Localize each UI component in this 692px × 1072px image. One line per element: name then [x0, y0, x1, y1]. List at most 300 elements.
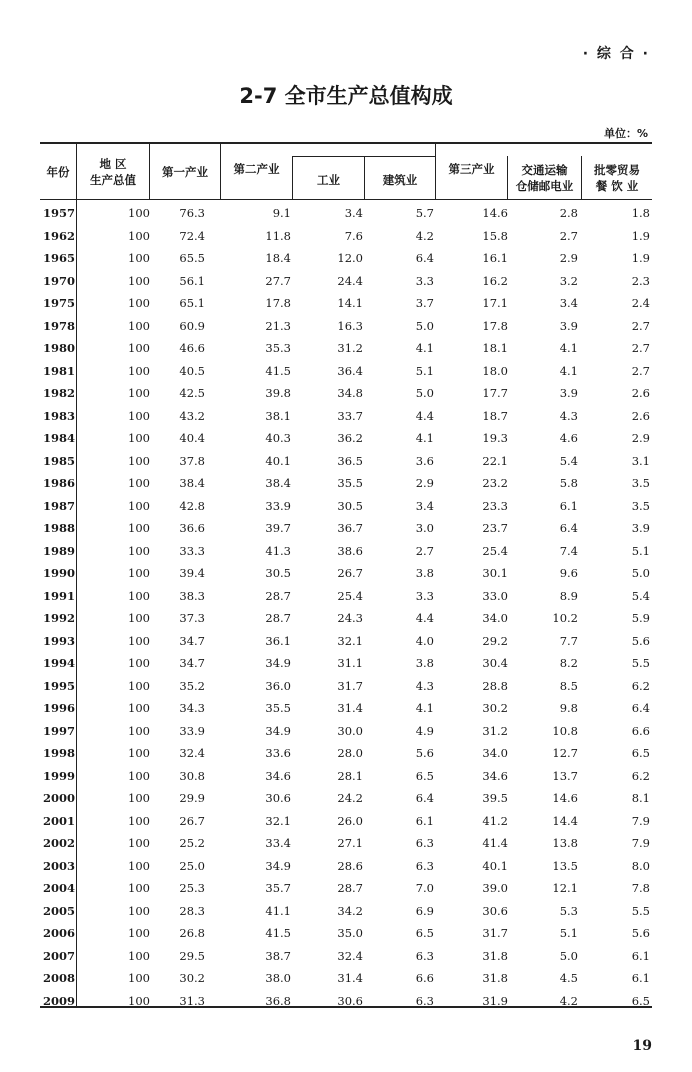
construction-cell: 6.3 — [415, 836, 434, 850]
industry-cell: 36.7 — [337, 521, 363, 535]
trade-cell: 7.9 — [631, 836, 650, 850]
primary-cell: 56.1 — [179, 273, 205, 288]
gdp-cell: 100 — [128, 588, 150, 603]
table-row — [0, 900, 692, 923]
year-cell: 1981 — [43, 363, 76, 378]
tertiary-cell: 16.1 — [482, 251, 508, 265]
secondary-cell: 35.5 — [265, 701, 291, 715]
table-row — [0, 585, 692, 608]
table-row — [0, 742, 692, 765]
tertiary-cell: 17.1 — [482, 296, 508, 310]
primary-cell: 32.4 — [179, 746, 205, 760]
construction-cell: 5.0 — [415, 318, 434, 333]
trade-cell: 6.1 — [631, 948, 650, 963]
gdp-cell: 100 — [128, 386, 150, 400]
secondary-cell: 11.8 — [265, 228, 291, 243]
header-gdp-line2: 生产总值 — [90, 173, 136, 187]
construction-cell: 3.4 — [415, 498, 434, 513]
industry-cell: 24.4 — [337, 273, 363, 288]
gdp-cell: 100 — [128, 813, 150, 828]
secondary-cell: 34.9 — [265, 723, 291, 738]
trade-cell: 6.1 — [631, 971, 650, 985]
trade-cell: 5.9 — [631, 611, 650, 625]
transport-cell: 8.9 — [559, 588, 578, 603]
tertiary-cell: 15.8 — [482, 228, 508, 243]
construction-cell: 4.0 — [415, 633, 434, 648]
secondary-cell: 32.1 — [265, 813, 291, 828]
gdp-cell: 100 — [128, 701, 150, 715]
trade-cell: 3.9 — [631, 521, 650, 535]
table-row — [0, 652, 692, 675]
transport-cell: 4.1 — [559, 341, 578, 355]
table-row — [0, 945, 692, 968]
trade-cell: 5.5 — [631, 656, 650, 670]
primary-cell: 40.5 — [179, 363, 205, 378]
secondary-cell: 36.1 — [265, 633, 291, 648]
industry-cell: 24.2 — [337, 791, 363, 805]
secondary-cell: 41.5 — [265, 363, 291, 378]
table-row — [0, 315, 692, 338]
transport-cell: 8.5 — [559, 678, 578, 693]
transport-cell: 2.7 — [559, 228, 578, 243]
trade-cell: 6.6 — [631, 723, 650, 738]
transport-cell: 4.5 — [559, 971, 578, 985]
transport-cell: 6.1 — [559, 498, 578, 513]
year-cell: 1984 — [43, 431, 76, 445]
gdp-cell: 100 — [128, 768, 150, 783]
tertiary-cell: 18.7 — [482, 408, 508, 423]
tertiary-cell: 34.0 — [482, 746, 508, 760]
gdp-cell: 100 — [128, 881, 150, 895]
trade-cell: 1.9 — [631, 251, 650, 265]
year-cell: 2006 — [43, 926, 76, 940]
table-top-rule — [40, 142, 652, 144]
table-row — [0, 787, 692, 810]
year-cell: 1988 — [43, 521, 76, 535]
transport-cell: 6.4 — [559, 521, 578, 535]
secondary-cell: 28.7 — [265, 588, 291, 603]
construction-cell: 3.3 — [415, 588, 434, 603]
construction-cell: 4.9 — [415, 723, 434, 738]
industry-cell: 24.3 — [337, 611, 363, 625]
gdp-cell: 100 — [128, 566, 150, 580]
tertiary-cell: 39.0 — [482, 881, 508, 895]
tertiary-cell: 28.8 — [482, 678, 508, 693]
trade-cell: 5.1 — [631, 543, 650, 558]
year-cell: 1994 — [43, 656, 76, 670]
transport-cell: 2.9 — [559, 251, 578, 265]
table-row — [0, 562, 692, 585]
industry-cell: 31.2 — [337, 341, 363, 355]
page-number: 19 — [632, 1038, 652, 1054]
industry-cell: 3.4 — [344, 206, 363, 220]
gdp-cell: 100 — [128, 476, 150, 490]
secondary-cell: 41.1 — [265, 903, 291, 918]
gdp-cell: 100 — [128, 971, 150, 985]
secondary-cell: 39.8 — [265, 386, 291, 400]
trade-cell: 6.5 — [631, 746, 650, 760]
primary-cell: 38.4 — [179, 476, 205, 490]
trade-cell: 6.4 — [631, 701, 650, 715]
industry-cell: 12.0 — [337, 251, 363, 265]
tertiary-cell: 22.1 — [482, 453, 508, 468]
construction-cell: 4.3 — [415, 678, 434, 693]
construction-cell: 5.6 — [415, 746, 434, 760]
construction-cell: 3.0 — [415, 521, 434, 535]
industry-cell: 25.4 — [337, 588, 363, 603]
tertiary-cell: 29.2 — [482, 633, 508, 648]
table-row — [0, 765, 692, 788]
secondary-cell: 40.1 — [265, 453, 291, 468]
tertiary-cell: 23.7 — [482, 521, 508, 535]
tertiary-cell: 19.3 — [482, 431, 508, 445]
gdp-cell: 100 — [128, 746, 150, 760]
industry-cell: 26.7 — [337, 566, 363, 580]
construction-cell: 3.7 — [415, 296, 434, 310]
industry-cell: 31.7 — [337, 678, 363, 693]
primary-cell: 34.7 — [179, 633, 205, 648]
trade-cell: 7.8 — [631, 881, 650, 895]
industry-cell: 16.3 — [337, 318, 363, 333]
transport-cell: 7.7 — [559, 633, 578, 648]
transport-cell: 14.4 — [552, 813, 578, 828]
construction-cell: 6.9 — [415, 903, 434, 918]
table-row — [0, 720, 692, 743]
year-cell: 1965 — [43, 251, 76, 265]
construction-cell: 4.2 — [415, 228, 434, 243]
primary-cell: 60.9 — [179, 318, 205, 333]
secondary-cell: 17.8 — [265, 296, 291, 310]
construction-cell: 6.4 — [415, 791, 434, 805]
trade-cell: 5.6 — [631, 926, 650, 940]
header-gdp-line1: 地 区 — [99, 157, 127, 171]
transport-cell: 5.4 — [559, 453, 578, 468]
header-construction: 建筑业 — [382, 173, 418, 187]
secondary-cell: 40.3 — [265, 431, 291, 445]
year-cell: 2007 — [43, 948, 76, 963]
secondary-cell: 39.7 — [265, 521, 291, 535]
gdp-cell: 100 — [128, 228, 150, 243]
table-row — [0, 382, 692, 405]
secondary-cell: 28.7 — [265, 611, 291, 625]
secondary-cell: 35.3 — [265, 341, 291, 355]
industry-cell: 28.6 — [337, 858, 363, 873]
gdp-cell: 100 — [128, 498, 150, 513]
industry-cell: 31.1 — [337, 656, 363, 670]
primary-cell: 31.3 — [179, 993, 205, 1008]
primary-cell: 26.7 — [179, 813, 205, 828]
industry-cell: 7.6 — [344, 228, 363, 243]
trade-cell: 8.0 — [631, 858, 650, 873]
secondary-cell: 35.7 — [265, 881, 291, 895]
year-cell: 2004 — [43, 881, 76, 895]
primary-cell: 42.8 — [179, 498, 205, 513]
tertiary-cell: 31.2 — [482, 723, 508, 738]
primary-cell: 29.9 — [179, 791, 205, 805]
tertiary-cell: 23.3 — [482, 498, 508, 513]
table-row — [0, 855, 692, 878]
primary-cell: 28.3 — [179, 903, 205, 918]
transport-cell: 4.2 — [559, 993, 578, 1008]
transport-cell: 4.1 — [559, 363, 578, 378]
gdp-cell: 100 — [128, 363, 150, 378]
secondary-cell: 41.3 — [265, 543, 291, 558]
table-row — [0, 607, 692, 630]
gdp-cell: 100 — [128, 543, 150, 558]
secondary-cell: 34.9 — [265, 656, 291, 670]
table-row — [0, 202, 692, 225]
construction-cell: 6.5 — [415, 926, 434, 940]
gdp-cell: 100 — [128, 296, 150, 310]
transport-cell: 3.2 — [559, 273, 578, 288]
header-industry: 工业 — [317, 173, 340, 187]
transport-cell: 4.6 — [559, 431, 578, 445]
construction-cell: 3.8 — [415, 566, 434, 580]
secondary-cell: 33.9 — [265, 498, 291, 513]
table-row — [0, 247, 692, 270]
transport-cell: 8.2 — [559, 656, 578, 670]
primary-cell: 46.6 — [179, 341, 205, 355]
primary-cell: 39.4 — [179, 566, 205, 580]
construction-cell: 3.3 — [415, 273, 434, 288]
year-cell: 1997 — [43, 723, 76, 738]
construction-cell: 6.3 — [415, 948, 434, 963]
industry-cell: 27.1 — [337, 836, 363, 850]
industry-cell: 38.6 — [337, 543, 363, 558]
header-year: 年份 — [46, 165, 70, 179]
table-row — [0, 360, 692, 383]
construction-cell: 6.6 — [415, 971, 434, 985]
year-cell: 1982 — [43, 386, 76, 400]
construction-cell: 5.7 — [415, 206, 434, 220]
table-row — [0, 517, 692, 540]
year-cell: 1995 — [43, 678, 76, 693]
tertiary-cell: 18.1 — [482, 341, 508, 355]
gdp-cell: 100 — [128, 251, 150, 265]
gdp-cell: 100 — [128, 273, 150, 288]
year-cell: 2000 — [43, 791, 76, 805]
transport-cell: 13.8 — [552, 836, 578, 850]
gdp-cell: 100 — [128, 656, 150, 670]
trade-cell: 6.2 — [631, 768, 650, 783]
secondary-cell: 30.5 — [265, 566, 291, 580]
trade-cell: 7.9 — [631, 813, 650, 828]
trade-cell: 2.4 — [631, 296, 650, 310]
tertiary-cell: 23.2 — [482, 476, 508, 490]
primary-cell: 36.6 — [179, 521, 205, 535]
trade-cell: 5.4 — [631, 588, 650, 603]
industry-cell: 36.4 — [337, 363, 363, 378]
transport-cell: 10.8 — [552, 723, 578, 738]
trade-cell: 5.0 — [631, 566, 650, 580]
construction-cell: 6.3 — [415, 858, 434, 873]
gdp-cell: 100 — [128, 633, 150, 648]
transport-cell: 5.0 — [559, 948, 578, 963]
trade-cell: 2.7 — [631, 341, 650, 355]
year-cell: 1991 — [43, 588, 76, 603]
transport-cell: 3.9 — [559, 318, 578, 333]
secondary-cell: 41.5 — [265, 926, 291, 940]
gdp-cell: 100 — [128, 521, 150, 535]
transport-cell: 14.6 — [552, 791, 578, 805]
year-cell: 1986 — [43, 476, 76, 490]
secondary-cell: 9.1 — [272, 206, 291, 220]
year-cell: 1999 — [43, 768, 76, 783]
table-row — [0, 472, 692, 495]
industry-cell: 34.2 — [337, 903, 363, 918]
secondary-cell: 34.9 — [265, 858, 291, 873]
construction-cell: 3.8 — [415, 656, 434, 670]
tertiary-cell: 14.6 — [482, 206, 508, 220]
table-row — [0, 967, 692, 990]
table-row — [0, 832, 692, 855]
gdp-cell: 100 — [128, 948, 150, 963]
trade-cell: 2.7 — [631, 318, 650, 333]
industry-cell: 35.0 — [337, 926, 363, 940]
construction-cell: 6.5 — [415, 768, 434, 783]
tertiary-cell: 31.7 — [482, 926, 508, 940]
secondary-cell: 30.6 — [265, 791, 291, 805]
gdp-cell: 100 — [128, 836, 150, 850]
transport-cell: 4.3 — [559, 408, 578, 423]
year-cell: 1970 — [43, 273, 76, 288]
secondary-cell: 38.0 — [265, 971, 291, 985]
table-row — [0, 270, 692, 293]
transport-cell: 13.5 — [552, 858, 578, 873]
trade-cell: 2.3 — [631, 273, 650, 288]
primary-cell: 34.7 — [179, 656, 205, 670]
trade-cell: 2.7 — [631, 363, 650, 378]
gdp-cell: 100 — [128, 431, 150, 445]
header-primary: 第一产业 — [162, 165, 208, 179]
construction-cell: 4.4 — [415, 611, 434, 625]
table-row — [0, 810, 692, 833]
table-row — [0, 990, 692, 1013]
secondary-cell: 18.4 — [265, 251, 291, 265]
construction-cell: 7.0 — [415, 881, 434, 895]
secondary-cell: 38.4 — [265, 476, 291, 490]
year-cell: 2002 — [43, 836, 76, 850]
transport-cell: 9.8 — [559, 701, 578, 715]
gdp-cell: 100 — [128, 723, 150, 738]
header-transport-line2: 仓储邮电业 — [515, 179, 574, 193]
trade-cell: 6.5 — [631, 993, 650, 1008]
primary-cell: 40.4 — [179, 431, 205, 445]
construction-cell: 4.4 — [415, 408, 434, 423]
gdp-cell: 100 — [128, 453, 150, 468]
industry-cell: 36.5 — [337, 453, 363, 468]
table-body — [0, 202, 692, 1012]
primary-cell: 65.1 — [179, 296, 205, 310]
year-cell: 1992 — [43, 611, 76, 625]
trade-cell: 6.2 — [631, 678, 650, 693]
tertiary-cell: 30.6 — [482, 903, 508, 918]
primary-cell: 76.3 — [179, 206, 205, 220]
industry-cell: 26.0 — [337, 813, 363, 828]
tertiary-cell: 33.0 — [482, 588, 508, 603]
secondary-cell: 36.8 — [265, 993, 291, 1008]
gdp-cell: 100 — [128, 611, 150, 625]
secondary-cell: 36.0 — [265, 678, 291, 693]
secondary-cell: 38.1 — [265, 408, 291, 423]
header-trade-line1: 批零贸易 — [594, 163, 640, 177]
year-cell: 2009 — [43, 993, 76, 1008]
year-cell: 2001 — [43, 813, 76, 828]
transport-cell: 7.4 — [559, 543, 578, 558]
primary-cell: 43.2 — [179, 408, 205, 423]
primary-cell: 29.5 — [179, 948, 205, 963]
year-cell: 2005 — [43, 903, 76, 918]
trade-cell: 1.9 — [631, 228, 650, 243]
secondary-cell: 27.7 — [265, 273, 291, 288]
tertiary-cell: 41.4 — [482, 836, 508, 850]
trade-cell: 2.6 — [631, 386, 650, 400]
trade-cell: 3.5 — [631, 498, 650, 513]
construction-cell: 6.4 — [415, 251, 434, 265]
primary-cell: 37.3 — [179, 611, 205, 625]
trade-cell: 1.8 — [631, 206, 650, 220]
year-cell: 1990 — [43, 566, 76, 580]
gdp-cell: 100 — [128, 903, 150, 918]
gdp-cell: 100 — [128, 678, 150, 693]
secondary-cell: 21.3 — [265, 318, 291, 333]
year-cell: 1978 — [43, 318, 76, 333]
primary-cell: 72.4 — [179, 228, 205, 243]
year-cell: 1989 — [43, 543, 76, 558]
primary-cell: 65.5 — [179, 251, 205, 265]
primary-cell: 30.2 — [179, 971, 205, 985]
primary-cell: 37.8 — [179, 453, 205, 468]
header-bottom-rule — [40, 199, 652, 200]
industry-cell: 36.2 — [337, 431, 363, 445]
construction-cell: 5.1 — [415, 363, 434, 378]
unit-label: 单位：% — [603, 127, 648, 140]
transport-cell: 10.2 — [552, 611, 578, 625]
trade-cell: 8.1 — [631, 791, 650, 805]
industry-cell: 30.5 — [337, 498, 363, 513]
secondary-cell: 33.4 — [265, 836, 291, 850]
section-tag: · 综 合 · — [582, 46, 650, 62]
tertiary-cell: 34.0 — [482, 611, 508, 625]
tertiary-cell: 40.1 — [482, 858, 508, 873]
table-row — [0, 292, 692, 315]
tertiary-cell: 39.5 — [482, 791, 508, 805]
construction-cell: 2.7 — [415, 543, 434, 558]
tertiary-cell: 34.6 — [482, 768, 508, 783]
table-row — [0, 540, 692, 563]
trade-cell: 2.6 — [631, 408, 650, 423]
table-row — [0, 697, 692, 720]
table-row — [0, 427, 692, 450]
industry-cell: 28.0 — [337, 746, 363, 760]
industry-cell: 35.5 — [337, 476, 363, 490]
year-cell: 1980 — [43, 341, 76, 355]
construction-cell: 4.1 — [415, 701, 434, 715]
industry-cell: 28.7 — [337, 881, 363, 895]
year-cell: 1983 — [43, 408, 76, 423]
construction-cell: 4.1 — [415, 341, 434, 355]
industry-cell: 30.6 — [337, 993, 363, 1008]
construction-cell: 2.9 — [415, 476, 434, 490]
year-cell: 1987 — [43, 498, 76, 513]
trade-cell: 3.1 — [631, 453, 650, 468]
tertiary-cell: 18.0 — [482, 363, 508, 378]
year-cell: 1996 — [43, 701, 76, 715]
tertiary-cell: 31.9 — [482, 993, 508, 1008]
primary-cell: 30.8 — [179, 768, 205, 783]
industry-cell: 31.4 — [337, 701, 363, 715]
industry-cell: 32.1 — [337, 633, 363, 648]
